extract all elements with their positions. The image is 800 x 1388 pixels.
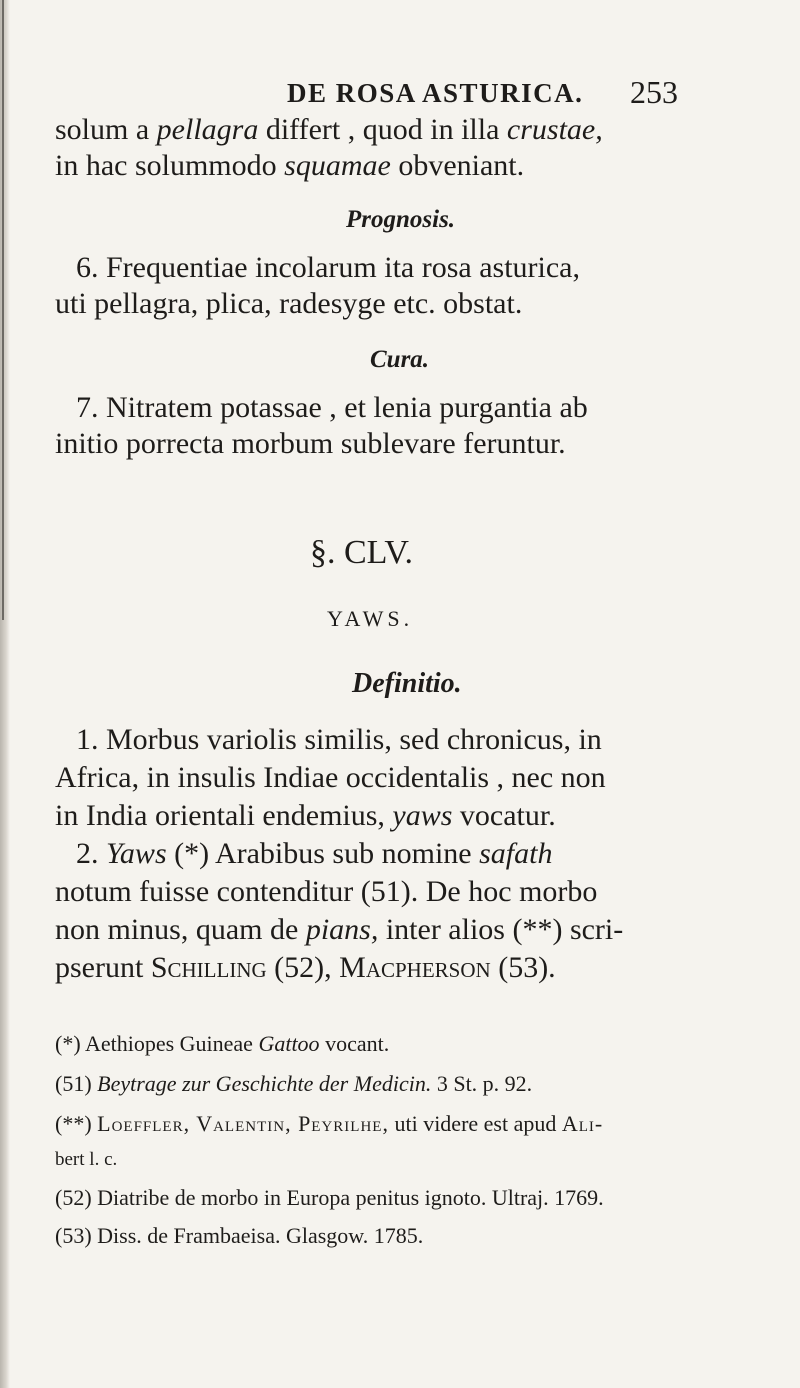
definitio-p2-line-1 <box>76 836 552 872</box>
italic-term-crustae: crustae, <box>506 113 603 146</box>
text-run: inter alios (**) scri- <box>378 913 624 946</box>
footnote-52: (52) Diatribe de morbo in Europa penitus ignoto. Ultraj. 1769. <box>55 1185 604 1210</box>
intro-line-1 <box>55 112 603 148</box>
text-run: non minus, quam de <box>55 913 306 946</box>
heading-prognosis: Prognosis. <box>346 206 456 233</box>
text-run: in India orientali endemius, <box>55 799 393 832</box>
italic-term-gattoo: Gattoo <box>258 1031 320 1056</box>
text-run: (53) Diss. de <box>55 1223 174 1248</box>
italic-term-pians: pians, <box>305 913 379 946</box>
text-run: 3 St. p. 92. <box>431 1071 533 1096</box>
definitio-p1-line-1: 1. Morbus variolis similis, sed chronicus, in <box>76 723 602 756</box>
text-run: (*) Arabibus sub nomine <box>166 837 480 870</box>
definitio-p1-line-2: Africa, in insulis Indiae occidentalis , nec non <box>55 761 606 794</box>
running-title: DE ROSA ASTURICA. <box>287 78 584 108</box>
prognosis-line-1: 6. Frequentiae incolarum ita rosa asturica, <box>76 251 580 284</box>
section-title: §. CLV. <box>310 534 413 571</box>
page-number: 253 <box>630 74 678 110</box>
term-frambaeisa: Frambaeisa. <box>173 1223 281 1248</box>
footnote-asterisk <box>55 1030 389 1058</box>
text-run: (53). <box>490 951 556 984</box>
footnote-double-asterisk <box>55 1110 603 1138</box>
text-run: differt , quod in illa <box>258 113 507 146</box>
running-header <box>287 78 583 109</box>
footnote-double-asterisk-cont: bert l. c. <box>55 1149 118 1170</box>
italic-term-safath: safath <box>479 837 553 870</box>
footnote-51 <box>55 1070 532 1098</box>
cura-line-2: initio porrecta morbum sublevare feruntur. <box>55 427 566 460</box>
text-run: Glasgow. 1785. <box>280 1223 424 1248</box>
text-run: obveniant. <box>390 149 525 182</box>
footnote-53 <box>55 1222 423 1250</box>
text-run: (52), <box>266 951 340 984</box>
author-macpherson: Macpherson <box>339 951 491 984</box>
cura-line-1: 7. Nitratem potassae , et lenia purgantia ab <box>76 391 588 424</box>
text-run: in hac solummodo <box>55 149 285 182</box>
italic-term-pellagra: pellagra <box>156 113 259 146</box>
italic-term-squamae: squamae <box>284 149 391 182</box>
text-run: solum a <box>55 113 157 146</box>
text-run: vocant. <box>319 1031 390 1056</box>
text-run: pserunt <box>55 951 151 984</box>
definitio-p2-line-4 <box>55 950 556 986</box>
prognosis-line-2: uti pellagra, plica, radesyge etc. obstat. <box>55 287 523 320</box>
definitio-p2-line-3 <box>55 912 623 948</box>
heading-definitio: Definitio. <box>352 668 462 699</box>
italic-term-yaws: Yaws <box>106 837 167 870</box>
text-run: uti videre est apud <box>388 1111 562 1136</box>
definitio-p2-line-2: notum fuisse contenditur (51). De hoc morbo <box>55 875 598 908</box>
text-run: (**) <box>55 1111 98 1136</box>
author-alibert: Ali- <box>561 1111 604 1136</box>
text-run: vocatur. <box>452 799 556 832</box>
text-run: (*) Aethiopes Guineae <box>55 1031 259 1056</box>
author-list: Loeffler, Valentin, Peyrilhe, <box>97 1111 389 1136</box>
heading-cura: Cura. <box>370 346 430 373</box>
intro-line-2 <box>55 148 524 184</box>
text-run: (51) <box>55 1071 98 1096</box>
text-run: 2. <box>76 837 106 870</box>
section-subject: YAWS. <box>327 606 414 631</box>
author-schilling: Schilling <box>150 951 267 984</box>
italic-term-yaws: yaws <box>392 799 453 832</box>
definitio-p1-line-3 <box>55 798 556 834</box>
italic-book-title: Beytrage zur Geschichte der Medicin. <box>97 1071 432 1096</box>
